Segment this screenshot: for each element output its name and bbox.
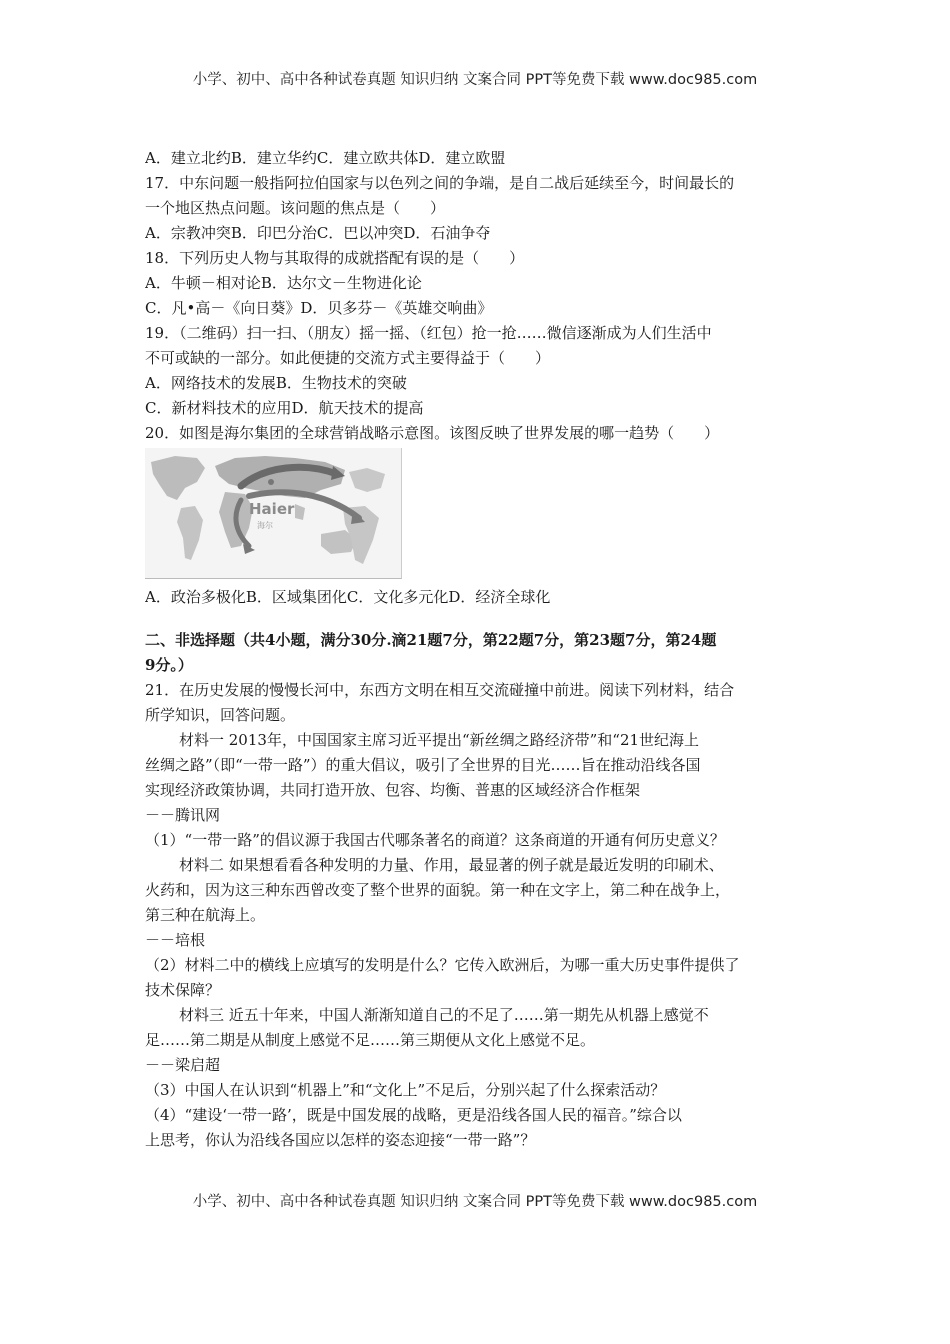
q18-options-cd: C．凡•高－《向日葵》D．贝多芬－《英雄交响曲》	[145, 299, 493, 317]
q21-sub4-line1: （4）“建设‘一带一路’，既是中国发展的战略，更是沿线各国人民的福音。”综合以	[145, 1106, 682, 1124]
q21-sub2-line1: （2）材料二中的横线上应填写的发明是什么？它传入欧洲后，为哪一重大历史事件提供了	[145, 956, 740, 974]
q18-options-ab: A．牛顿－相对论B．达尔文－生物进化论	[145, 274, 422, 292]
haier-world-map-figure	[145, 448, 402, 579]
question-21	[145, 678, 805, 1153]
page-footer: 小学、初中、高中各种试卷真题 知识归纳 文案合同 PPT等免费下载 www.doc985.com	[192, 1194, 758, 1210]
q21-sub2-line2: 技术保障？	[145, 981, 221, 999]
q21-sub3: （3）中国人在认识到“机器上”和“文化上”不足后，分别兴起了什么探索活动？	[145, 1081, 666, 1099]
q20-stem: 20．如图是海尔集团的全球营销战略示意图。该图反映了世界发展的哪一趋势（ ）	[145, 424, 720, 442]
q19-stem-line2: 不可或缺的一部分。如此便捷的交流方式主要得益于（ ）	[145, 349, 551, 367]
q17-options: A．宗教冲突B．印巴分治C．巴以冲突D．石油争夺	[145, 224, 491, 242]
q21-sub1: （1）“一带一路”的倡议源于我国古代哪条著名的商道？这条商道的开通有何历史意义？	[145, 831, 725, 849]
questions-16-20	[145, 146, 805, 446]
q21-intro-line2: 所学知识，回答问题。	[145, 706, 296, 724]
haier-logo-chinese: 海尔	[257, 521, 273, 530]
section2-title-line2: 9分。）	[145, 656, 193, 674]
material1-line2: 丝绸之路”（即“一带一路”）的重大倡议，吸引了全世界的目光……旨在推动沿线各国	[145, 756, 701, 774]
material2-line1: 材料二 如果想看看各种发明的力量、作用，最显著的例子就是最近发明的印刷术、	[179, 856, 724, 874]
material3-line2: 足……第二期是从制度上感觉不足……第三期便从文化上感觉不足。	[145, 1031, 596, 1049]
q19-options-ab: A．网络技术的发展B．生物技术的突破	[145, 374, 407, 392]
material3-source: －－梁启超	[145, 1056, 221, 1074]
material3-line1: 材料三 近五十年来，中国人渐渐知道自己的不足了……第一期先从机器上感觉不	[179, 1006, 709, 1024]
material1-source: －－腾讯网	[145, 806, 221, 824]
q16-options: A．建立北约B．建立华约C．建立欧共体D．建立欧盟	[145, 149, 506, 167]
material1-line3: 实现经济政策协调，共同打造开放、包容、均衡、普惠的区域经济合作框架	[145, 781, 641, 799]
q21-sub4-line2: 上思考，你认为沿线各国应以怎样的姿态迎接“一带一路”？	[145, 1131, 536, 1149]
q18-stem: 18．下列历史人物与其取得的成就搭配有误的是（ ）	[145, 249, 525, 267]
page-header: 小学、初中、高中各种试卷真题 知识归纳 文案合同 PPT等免费下载 www.doc985.com	[192, 72, 758, 88]
q19-stem-line1: 19．（二维码）扫一扫、（朋友）摇一摇、（红包）抢一抢……微信逐渐成为人们生活中	[145, 324, 712, 342]
material2-line2: 火药和，因为这三种东西曾改变了整个世界的面貌。第一种在文字上，第二种在战争上，	[145, 881, 731, 899]
q20-options: A．政治多极化B．区域集团化C．文化多元化D．经济全球化	[145, 588, 551, 606]
q21-intro-line1: 21．在历史发展的慢慢长河中，东西方文明在相互交流碰撞中前进。阅读下列材料，结合	[145, 681, 735, 699]
document-body	[145, 146, 805, 1153]
world-map-image	[145, 448, 401, 578]
material1-line1: 材料一 2013年，中国国家主席习近平提出“新丝绸之路经济带”和“21世纪海上	[179, 731, 700, 749]
q17-stem-line1: 17．中东问题一般指阿拉伯国家与以色列之间的争端，是自二战后延续至今，时间最长的	[145, 174, 735, 192]
q19-options-cd: C．新材料技术的应用D．航天技术的提高	[145, 399, 424, 417]
material2-line3: 第三种在航海上。	[145, 906, 266, 924]
q17-stem-line2: 一个地区热点问题。该问题的焦点是（ ）	[145, 199, 446, 217]
material2-source: －－培根	[145, 931, 206, 949]
haier-logo-text: Haier	[249, 500, 295, 518]
section2-title-line1: 二、非选择题（共4小题，满分30分.滴21题7分，第22题7分，第23题7分，第24题	[145, 631, 717, 649]
